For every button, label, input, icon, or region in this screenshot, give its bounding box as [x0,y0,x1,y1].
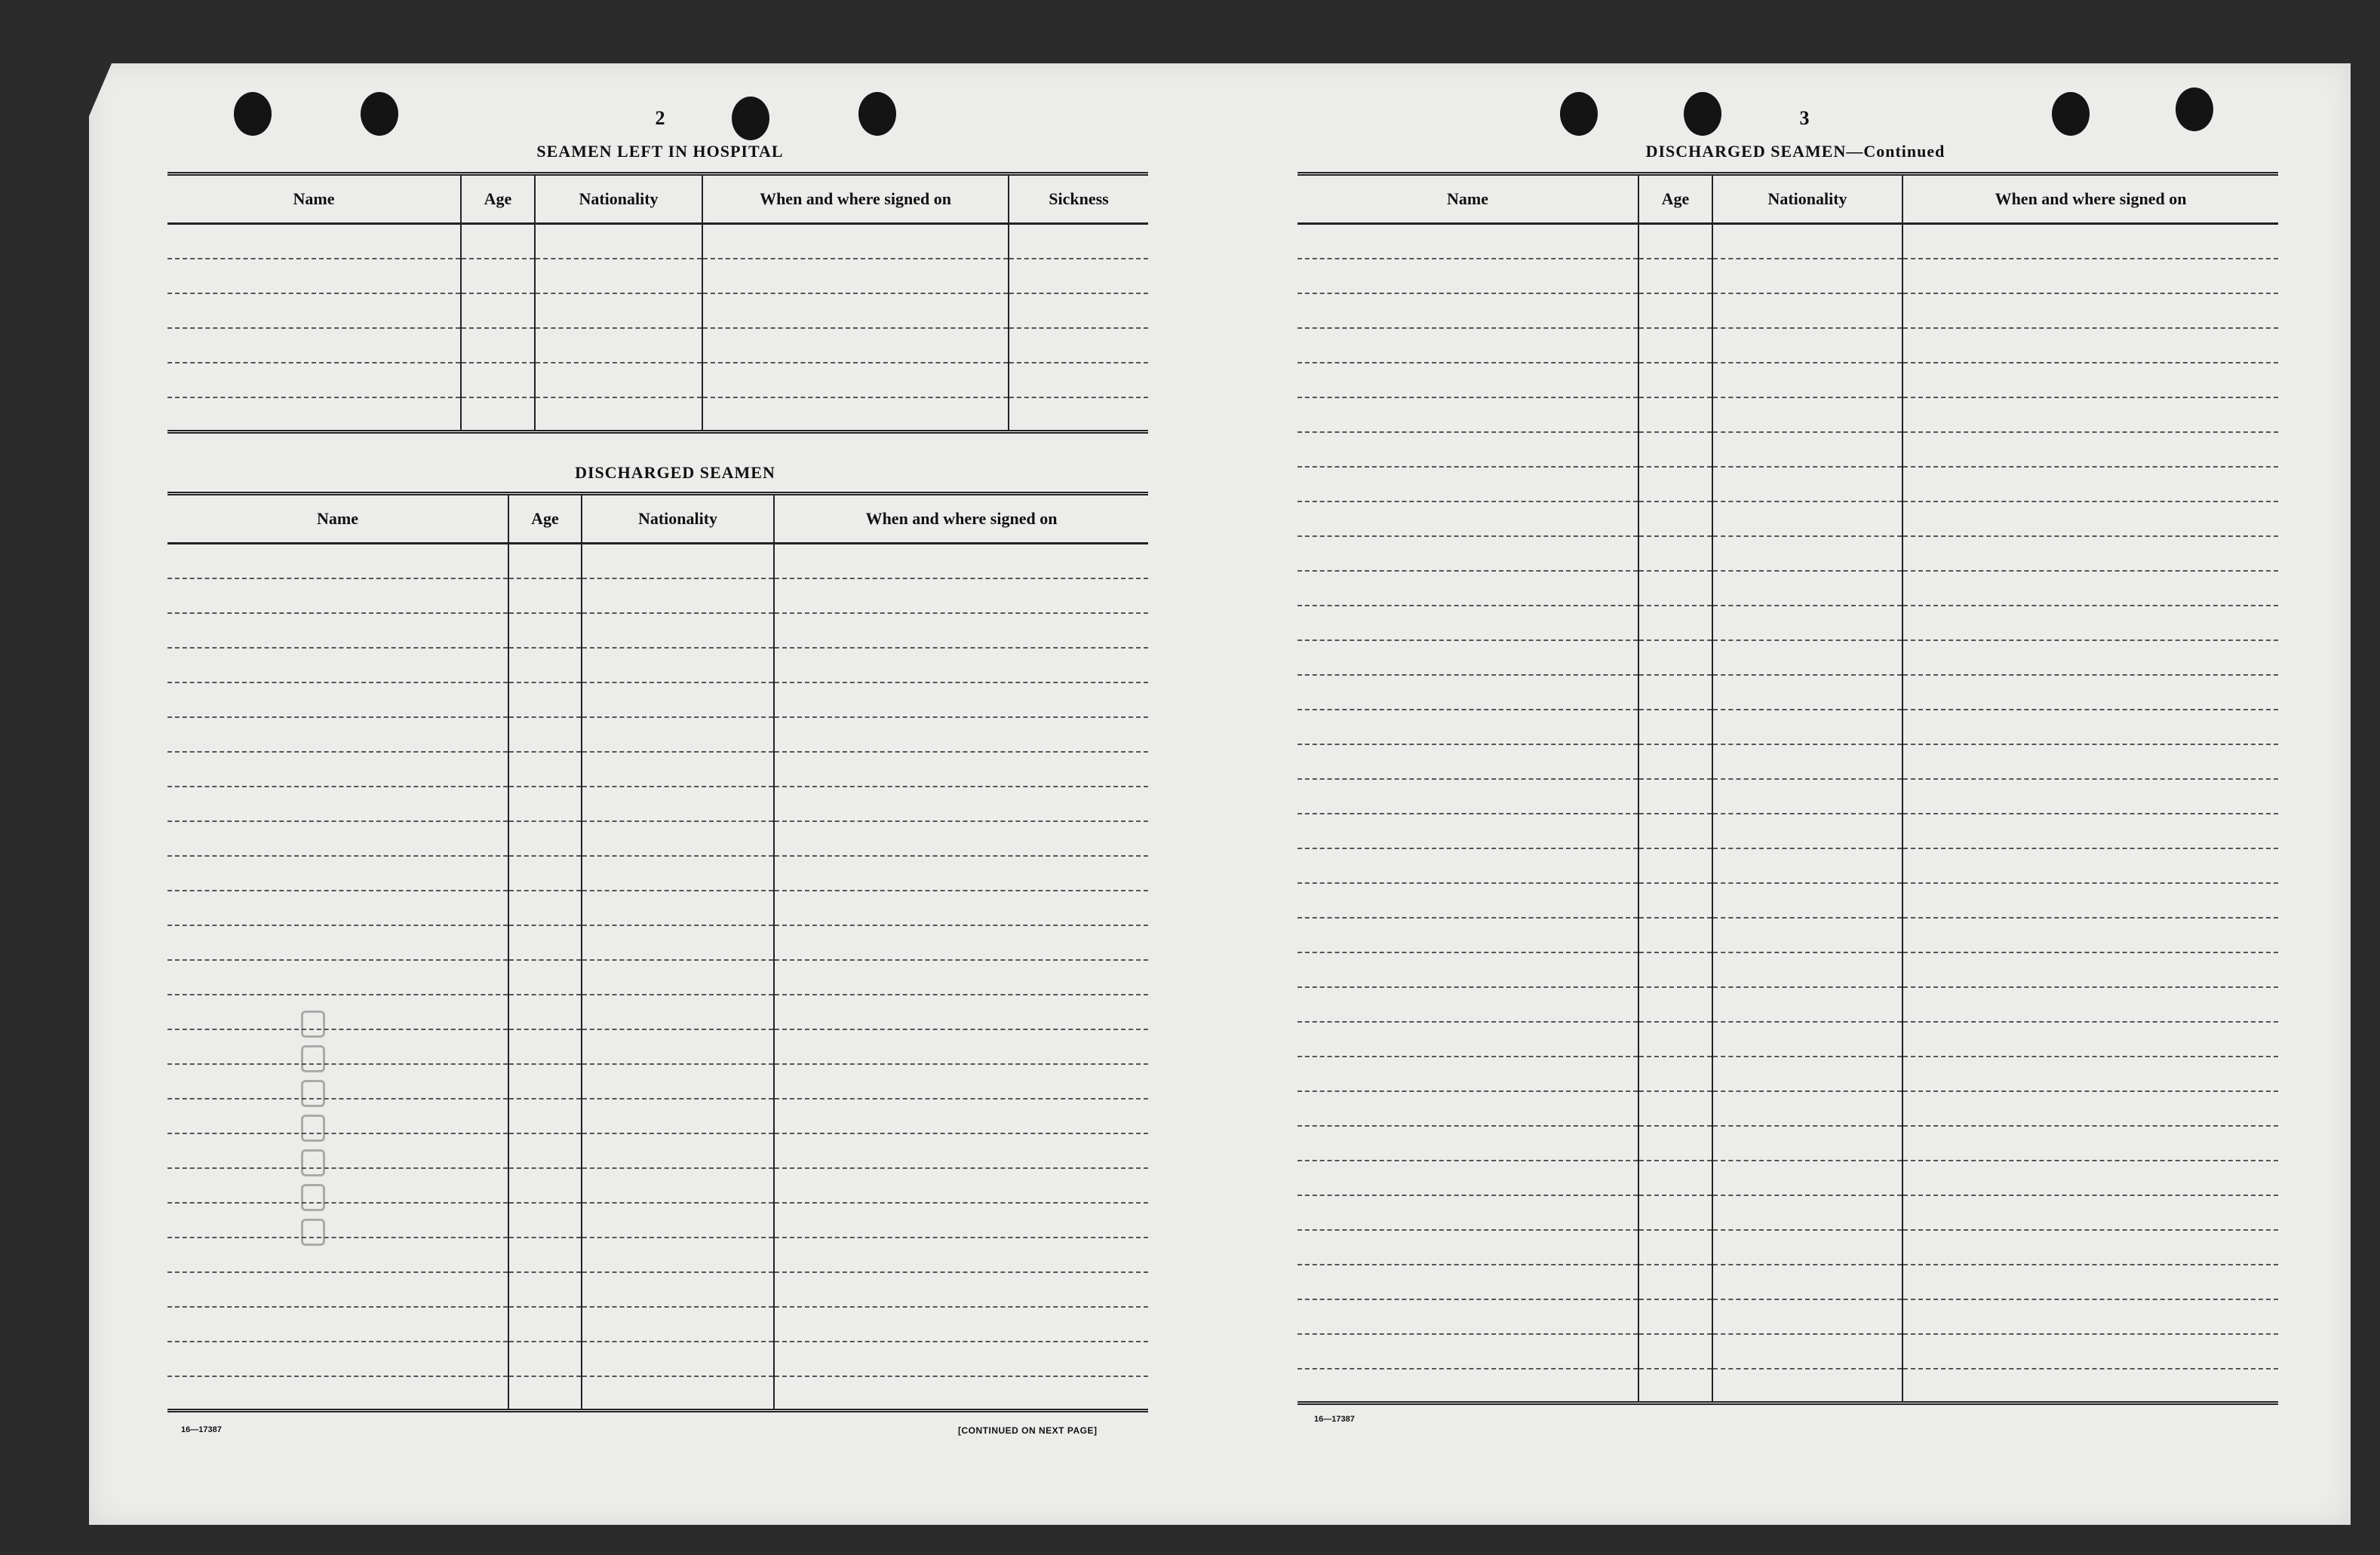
table-row[interactable] [167,960,1148,995]
table-row[interactable] [1297,1334,2278,1369]
table-row[interactable] [167,578,1148,613]
table-row[interactable] [167,224,1148,259]
table-row[interactable] [1297,710,2278,744]
table-row[interactable] [1297,675,2278,710]
table-row[interactable] [167,1307,1148,1342]
continued-note: [CONTINUED ON NEXT PAGE] [958,1425,1098,1436]
punch-hole [1684,92,1721,136]
punch-hole [234,92,272,136]
discharged-section-title: DISCHARGED SEAMEN [575,463,775,482]
table-row[interactable] [1297,918,2278,952]
table-header-row [167,494,1148,544]
table-row[interactable] [167,293,1148,328]
column-header-signed-on: When and where signed on [774,494,1148,544]
column-header-age: Age [461,174,535,224]
column-header-name: Name [167,174,461,224]
page-number: 2 [655,107,665,129]
column-header-signed-on: When and where signed on [702,174,1009,224]
punch-hole [2176,87,2213,131]
punch-hole [732,97,769,140]
table-row[interactable] [1297,883,2278,918]
table-row[interactable] [167,682,1148,717]
punch-hole [361,92,398,136]
table-row[interactable] [1297,1126,2278,1161]
column-header-age: Age [1638,174,1712,224]
table-row[interactable] [1297,363,2278,397]
punch-hole [858,92,896,136]
table-row[interactable] [1297,432,2278,467]
table-row[interactable] [167,1342,1148,1376]
faint-stamp-mark [298,1003,328,1290]
table-row[interactable] [1297,536,2278,571]
table-row[interactable] [167,397,1148,432]
table-row[interactable] [1297,1265,2278,1299]
table-row[interactable] [167,821,1148,856]
discharged-continued-table [1297,172,2278,1405]
table-row[interactable] [167,259,1148,293]
table-row[interactable] [1297,952,2278,987]
table-row[interactable] [1297,501,2278,536]
punch-hole [1560,92,1598,136]
table-row[interactable] [1297,1195,2278,1230]
table-row[interactable] [1297,1299,2278,1334]
table-row[interactable] [1297,1057,2278,1091]
table-row[interactable] [167,544,1148,578]
table-row[interactable] [167,787,1148,821]
punch-hole [2052,92,2090,136]
table-row[interactable] [1297,571,2278,606]
column-header-nationality: Nationality [1712,174,1902,224]
column-header-name: Name [167,494,508,544]
table-header-row [167,174,1148,224]
table-row[interactable] [1297,987,2278,1022]
page-number: 3 [1799,107,1810,129]
table-row[interactable] [1297,1022,2278,1057]
column-header-signed-on: When and where signed on [1902,174,2278,224]
table-row[interactable] [1297,293,2278,328]
table-row[interactable] [1297,259,2278,293]
column-header-sickness: Sickness [1009,174,1148,224]
table-row[interactable] [1297,848,2278,883]
table-row[interactable] [1297,224,2278,259]
table-row[interactable] [1297,397,2278,432]
column-header-age: Age [508,494,582,544]
discharged-continued-title: DISCHARGED SEAMEN—Continued [1645,142,1945,161]
form-code: 16—17387 [1314,1415,1355,1424]
table-header-row [1297,174,2278,224]
table-row[interactable] [167,752,1148,787]
table-row[interactable] [167,613,1148,648]
table-row[interactable] [1297,640,2278,675]
table-row[interactable] [1297,1369,2278,1403]
table-row[interactable] [1297,606,2278,640]
table-row[interactable] [167,891,1148,925]
table-row[interactable] [1297,814,2278,848]
table-row[interactable] [1297,1091,2278,1126]
table-row[interactable] [167,1376,1148,1411]
hospital-table [167,172,1148,434]
table-row[interactable] [167,363,1148,397]
form-code: 16—17387 [181,1425,222,1434]
table-row[interactable] [1297,1161,2278,1195]
column-header-nationality: Nationality [535,174,702,224]
table-row[interactable] [1297,328,2278,363]
table-row[interactable] [167,717,1148,752]
table-row[interactable] [1297,779,2278,814]
table-row[interactable] [167,856,1148,891]
table-row[interactable] [167,648,1148,682]
hospital-section-title: SEAMEN LEFT IN HOSPITAL [536,142,784,161]
table-row[interactable] [167,328,1148,363]
torn-corner [89,63,112,116]
column-header-nationality: Nationality [582,494,774,544]
table-row[interactable] [167,925,1148,960]
table-row[interactable] [1297,1230,2278,1265]
table-row[interactable] [1297,467,2278,501]
column-header-name: Name [1297,174,1638,224]
table-row[interactable] [1297,744,2278,779]
